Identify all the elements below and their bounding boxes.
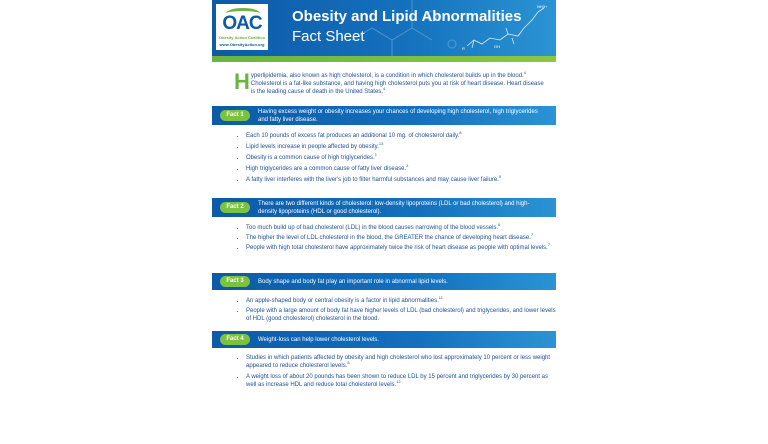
fact-3-list — [234, 297, 556, 323]
list-item: • People with high total cholesterol have approximately twice the risk of heart disease as people with optimal levels.$^7$ — [246, 244, 556, 252]
list-item: • People with a large amount of body fat have higher levels of LDL (bad cholesterol) and triglycerides, and lower levels of HDL (good cholesterol) cholesterol in the blood. — [246, 307, 556, 323]
fact-2-banner — [212, 198, 556, 217]
header-accent-bar — [212, 56, 556, 62]
fact-3-badge: Fact 3 — [220, 276, 250, 287]
list-item: • An apple-shaped body or central obesity is a factor in lipid abnormalities.$^{11}$ — [246, 297, 556, 305]
page-subtitle: Fact Sheet — [292, 28, 365, 45]
fact-1-badge: Fact 1 — [220, 110, 250, 121]
dropcap: H — [234, 69, 250, 94]
header-banner — [212, 0, 556, 56]
list-item: • Obesity is a common cause of high triglycerides.$^1$ — [246, 153, 556, 164]
logo-url: www.ObesityAction.org — [219, 42, 265, 47]
logo-acronym: OAC — [222, 13, 262, 34]
svg-text:R: R — [462, 46, 465, 51]
list-item: • Each 10 pounds of excess fat produces an additional 10 mg. of cholesterol daily.$^8$ — [246, 131, 556, 142]
fact-3-heading: Body shape and body fat play an important role in abnormal lipid levels. — [258, 279, 448, 285]
fact-2-badge: Fact 2 — [220, 202, 250, 213]
fact-sheet-page — [212, 0, 556, 444]
oac-logo — [216, 4, 268, 50]
fact-4-badge: Fact 4 — [220, 334, 250, 345]
list-item: • High triglycerides are a common cause of fatty liver disease.$^3$ — [246, 164, 556, 175]
fact-1-list — [234, 131, 556, 186]
fact-4-banner — [212, 331, 556, 348]
svg-text:NH3+: NH3+ — [537, 4, 548, 9]
fact-1-heading: Having excess weight or obesity increases your chances of developing high cholesterol, high triglycerides and fatty liver disease. — [258, 109, 538, 123]
list-item: • The higher the level of LDL cholesterol in the blood, the GREATER the chance of developing heart disease.$^7$ — [246, 234, 556, 242]
intro-paragraph: Hyperlipidemia, also known as high cholesterol, is a condition in which cholesterol builds up in the blood.$^4$ Cholesterol is a fat-like substance, and having high cholesterol puts you at risk of heart disease. Heart disease is the leading cause of death in the United States.$^4$ — [234, 69, 544, 95]
list-item: • Lipid levels increase in people affected by obesity.$^{13}$ — [246, 142, 556, 153]
fact-2-heading: There are two different kinds of cholesterol: low-density lipoproteins (LDL or bad cholesterol) and high-density lipoproteins (HDL or good cholesterol). — [258, 201, 530, 215]
list-item: • A weight loss of about 20 pounds has been shown to reduce LDL by 15 percent and triglycerides by 30 percent as well as increase HDL and reduce total cholesterol levels.$^{12}$ — [246, 373, 556, 389]
page-title: Obesity and Lipid Abnormalities — [292, 8, 522, 25]
list-item: • Too much build up of bad cholesterol (LDL) in the blood causes narrowing of the blood vessels.$^6$ — [246, 224, 556, 232]
fact-3-banner — [212, 273, 556, 290]
list-item: • Studies in which patients affected by obesity and high cholesterol who lost approximately 10 percent or less weight appeared to reduce cholesterol levels.$^8$ — [246, 354, 556, 370]
fact-1-banner — [212, 106, 556, 125]
fact-4-list — [234, 354, 556, 389]
fact-2-list — [234, 224, 556, 252]
svg-text:OH: OH — [494, 44, 500, 49]
list-item: • A fatty liver interferes with the liver's job to filter harmful substances and may cause liver failure.$^5$ — [246, 175, 556, 186]
fact-4-heading: Weight-loss can help lower cholesterol levels. — [258, 337, 379, 343]
logo-org-name: Obesity Action Coalition — [218, 35, 266, 40]
